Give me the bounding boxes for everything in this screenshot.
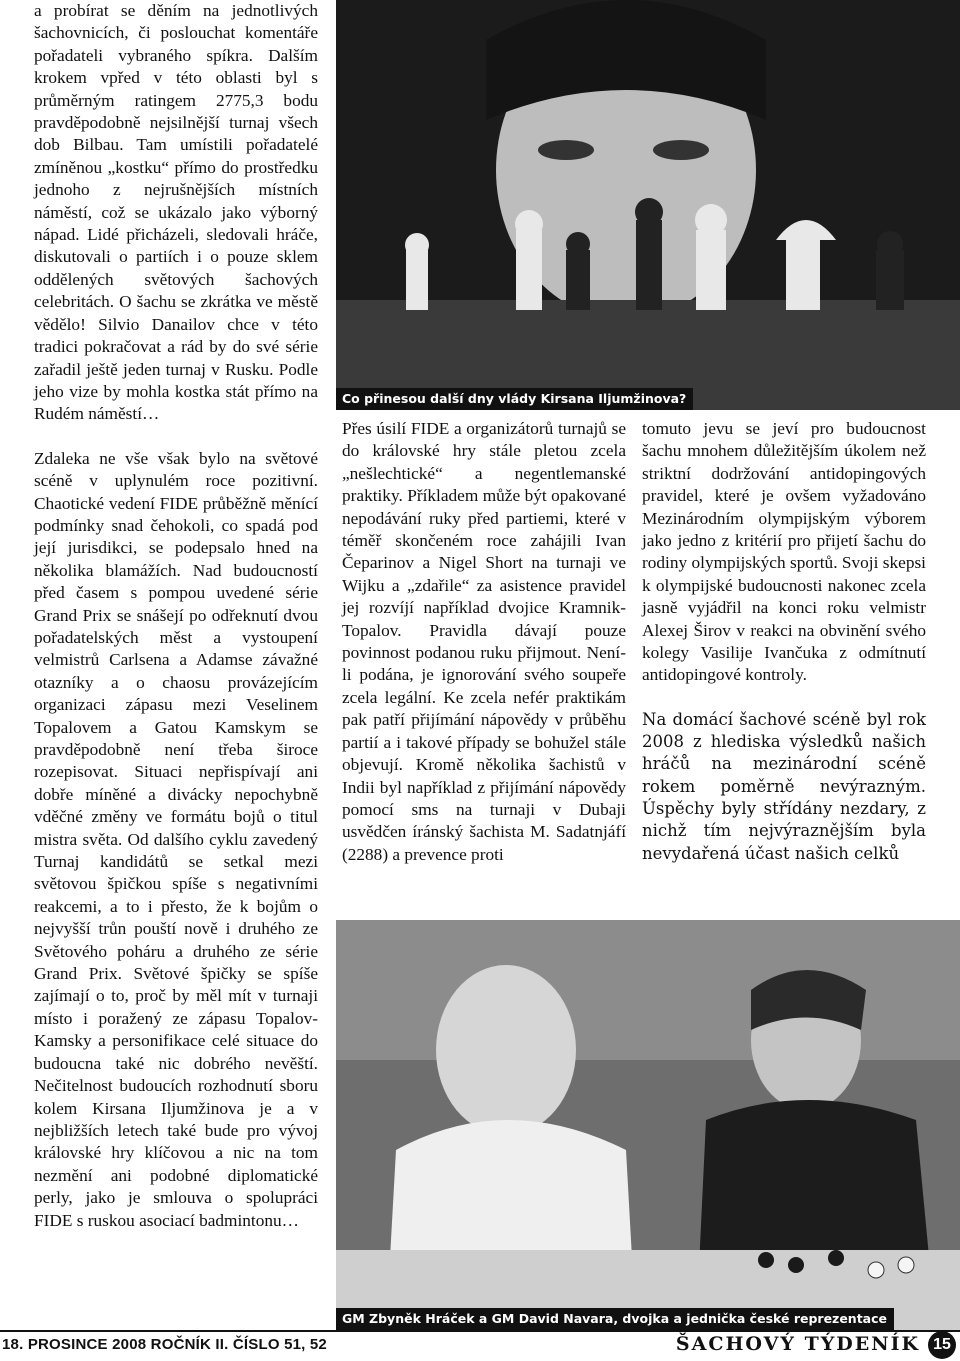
photo-illustration: [336, 0, 960, 410]
magazine-title: ŠACHOVÝ TÝDENÍK: [675, 1333, 920, 1355]
photo-illustration: [336, 920, 960, 1330]
photo-caption: GM Zbyněk Hráček a GM David Navara, dvojka a jednička české reprezentace: [336, 1308, 894, 1330]
paragraph: Zdaleka ne vše však bylo na světové scéně v uplynulém roce pozitivní. Chaotické vedení FIDE průběžně měnící podmínky snad čehokoli, co spadá pod její jurisdikci, se podepsalo hned na několika blamážích. Nad budoucností před časem s pompou uvedené série Grand Prix se snášejí po odřeknutí dvou pořadatelských měst a vystoupení velmistrů Carlsena a Adamse závažné otazníky a o chaosu provázejícím organizaci zápasu mezi Veselinem Topalovem a Gatou Kamskym se pravděpodobně není třeba široce rozepisovat. Situaci nepřispívají ani dobře míněné a divácky nepochybně vděčné změny ve formátu bojů o titul mistra světa. Od dalšího cyklu zavedený Turnaj kandidátů se setkal mezi světovou špičkou spíše s negativními reakcemi, a to i přesto, že k bojům o nejvyšší trůn pouští nově i druhého ze Světového poháru a druhého ze série Grand Prix. Světové špičky se spíše zajímají o to, proč by měl mít v turnaji místo i poražený ze zápasu Topalov-Kamsky a personifikace celé situace do budoucna také nic dobrého nevěští. Nečitelnost budoucích rozhodnutí sboru kolem Kirsana Iljumžinova je a v nejbližších letech také bude pro vývoj královské hry klíčovou a nic na tom nezmění ani podobné diplomatické perly, jako je smlouva o spolupráci FIDE s ruskou asociací badmintonu…: [34, 448, 318, 1230]
photo-hracek-navara: [336, 920, 960, 1330]
footer-rule: [0, 1330, 960, 1332]
article-column-right: [642, 418, 926, 865]
paragraph: a probírat se děním na jednotlivých šachovnicích, či poslouchat komentáře pořadateli vybraného spíkra. Dalším krokem vpřed v této oblasti byl s průměrným ratingem 2775,3 bodu pravděpodobně nejsilnější turnaj všech dob Bilbau. Tam umístili pořadatelé zmíněnou „kostku“ přímo do prostředku jednoho z nejrušnějších místních náměstí, což se ukázalo jako výborný nápad. Lidé přicházeli, sledovali hráče, diskutovali o partiích i o pouze sklem oddělených světových šachových celebritách. O šachu se zkrátka ve městě vědělo! Silvio Danailov chce v této tradici pokračovat a rád by do své série zařadil ještě jeden turnaj v Rusku. Podle jeho vize by mohla kostka stát přímo na Rudém náměstí…: [34, 1, 318, 424]
photo-iljumzinov-chessboard: [336, 0, 960, 410]
paragraph: tomuto jevu se jeví pro budoucnost šachu mnohem důležitějším úkolem než striktní dodržování antidopingových pravidel, které je ovšem vyžadováno Mezinárodním olympijským výborem jako jedno z kritérií pro přijetí šachu do rodiny olympijských sportů. Svoji skepsi k olympijské budoucnosti nakonec zcela jasně vyjádřil na konci roku velmistr Alexej Širov v reakci na obvinění svého kolegy Vasilije Ivančuka z odmítnutí antidopingové kontroly.: [642, 419, 926, 685]
paragraph: Přes úsilí FIDE a organizátorů turnajů se do královské hry stále pletou zcela „nešlechtické“ a negentlemanské praktiky. Příkladem může být opakované nepodávání ruky před partiemi, které v téměř skončeném roce zahájili Ivan Čeparinov a Nigel Short na turnaji ve Wijku a „zdařile“ za asistence pravidel jej rozvíjí například dvojice Kramnik-Topalov. Pravidla dávají pouze povinnost podanou ruku přijmout. Není-li podána, je ignorování svého soupeře zcela legální. Ke zcela nefér praktikám pak patří přijímání nápovědy v průběhu partií a i takové případy se bohužel stále objevují. Kromě několika šachistů v Indii byl například z přijímání nápovědy pomocí sms na turnaji v Dubaji usvědčen íránský šachista M. Sadatnjáfí (2288) a prevence proti: [342, 419, 626, 864]
page-number: 15: [928, 1331, 956, 1359]
article-column-left: [34, 0, 318, 1232]
article-column-middle: [342, 418, 626, 866]
photo-caption: Co přinesou další dny vlády Kirsana Iljumžinova?: [336, 388, 693, 410]
footer-issue-info: 18. PROSINCE 2008 ROČNÍK II. ČÍSLO 51, 52: [2, 1336, 327, 1353]
paragraph: Na domácí šachové scéně byl rok 2008 z hlediska výsledků našich hráčů na mezinárodní scéně rokem poměrně nevýrazným. Úspěchy byly střídány nezdary, z nichž tím nejvýraznějším byla nevydařená účast našich celků: [642, 709, 926, 863]
